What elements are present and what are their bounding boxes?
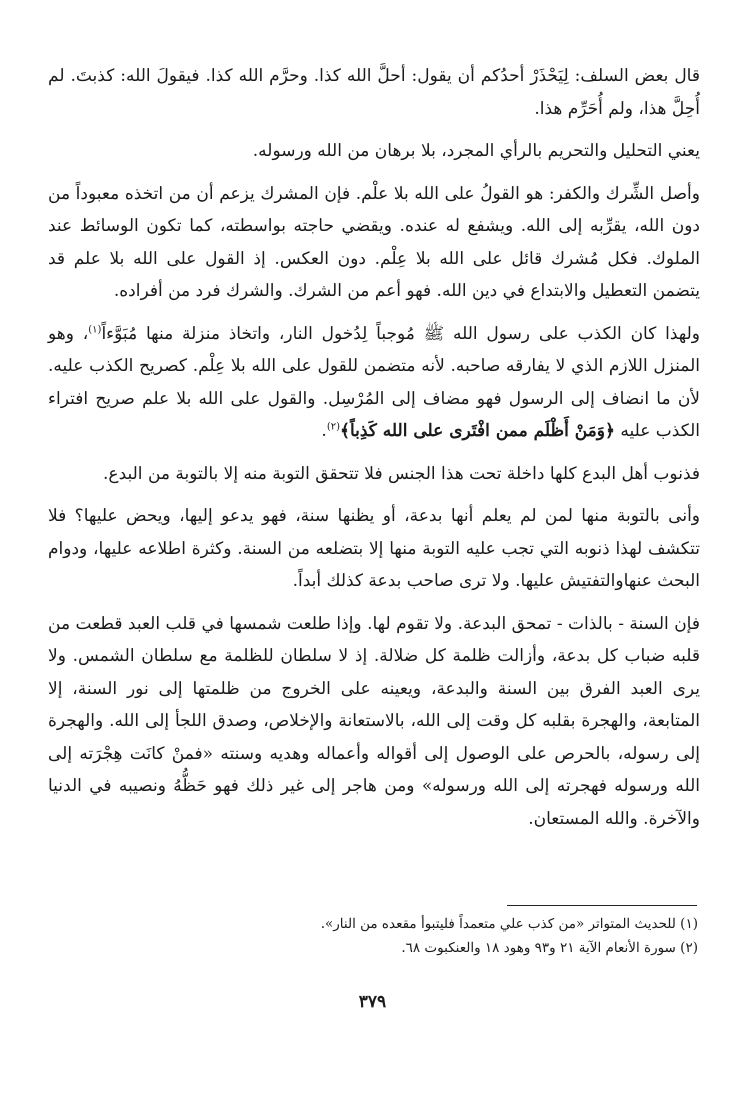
page-number: ٣٧٩ [358,992,387,1012]
paragraph-6-text: وأنى بالتوبة منها لمن لم يعلم أنها بدعة، أو يظنها سنة، فهو يدعو إليها، ويحض عليها؟ فلا تتكشف لهذا ذنوبه التي تجب عليه التوبة منها إلا بتضلعه من السنة. وكثرة اطلاعه عليها، ودوام البحث عنهاوالتفتيش عليها. ولا ترى صاحب بدعة كذلك أبداً. [48,506,700,591]
footnote-2 [48,936,698,960]
paragraph-1-text: قال بعض السلف: لِيَحْذَرْ أحدُكم أن يقول: أحلَّ الله كذا. وحرَّم الله كذا. فيقولَ الله: كذبتَ. لم أُحِلَّ هذا، ولم أُحَرِّم هذا. [48,66,700,119]
paragraph-4 [48,318,700,448]
footnote-ref-2: (٢) [326,421,340,433]
footnote-ref-1: (١) [88,323,102,335]
paragraph-4-text-a: ولهذا كان الكذب على رسول الله ﷺ مُوجباً لِدُخول النار، واتخاذ منزلة منها مُبَوَّءاً [101,323,700,344]
paragraph-4-text-b: ، وهو المنزل اللازم الذي لا يفارقه صاحبه. لأنه متضمن للقول على الله بلا عِلْم. كصريح الكذب عليه. لأن ما انضاف إلى الرسول فهو مضاف إلى المُرْسِل. والقول على الله بلا علم صريح افتراء الكذب عليه [48,323,701,441]
footnote-divider [507,905,697,906]
footnote-2-text: سورة الأنعام الآية ٢١ و٩٣ وهود ١٨ والعنكبوت ٦٨. [401,940,676,956]
hadith-quote: «فمنْ كانَت هِجْرَته إلى الله ورسوله فهجرته إلى الله ورسوله» [48,743,700,796]
quran-verse: ﴿وَمَنْ أَظْلَم ممن افْتَرى على الله كَذِباً﴾ [340,421,615,441]
paragraph-7 [48,608,700,836]
paragraph-6 [48,500,700,598]
paragraph-7-text-a: فإن السنة - بالذات - تمحق البدعة. ولا تقوم لها. وإذا طلعت شمسها في قلب العبد قطعت من قلبه ضباب كل بدعة، وأزالت ظلمة كل ضلالة. إذ لا سلطان للظلمة مع سلطان الشمس. ولا يرى العبد الفرق بين السنة والبدعة، ويعينه على الخروج من ظلمتها إلى نور السنة، إلا المتابعة، والهجرة بقلبه كل وقت إلى الله، بالاستعانة والإخلاص، وصدق اللجأ إلى الله. والهجرة إلى رسوله، بالحرص على الوصول إلى أقواله وأعماله وهديه وسنته [48,613,700,764]
paragraph-5-text: فذنوب أهل البدع كلها داخلة تحت هذا الجنس فلا تتحقق التوبة منه إلا بالتوبة من البدع. [103,463,700,484]
footnote-1 [48,912,698,936]
paragraph-7-text-end: ومن هاجر إلى غير ذلك فهو حَظُّهُ ونصيبه في الدنيا والآخرة. والله المستعان. [48,776,700,829]
paragraph-2 [48,135,700,168]
paragraph-4-text-end: . [321,421,327,441]
footnotes [48,912,698,960]
paragraph-3 [48,178,700,308]
paragraph-1 [48,60,700,125]
paragraph-3-text: وأصل الشِّرك والكفر: هو القولُ على الله بلا علْم. فإن المشرك يزعم أن من اتخذه معبوداً من دون الله، يقرِّبه إلى الله. ويشفع له عنده. ويقضي حاجته بواسطته، كما تكون الوسائط عند الملوك. فكل مُشرك قائل على الله بلا عِلْم. دون العكس. إذ القول على الله بلا علم قد يتضمن التعطيل والابتداع في دين الله. فهو أعم من الشرك. والشرك فرد من أفراده. [48,183,700,301]
footnote-2-number: (٢) [680,940,698,956]
paragraph-2-text: يعني التحليل والتحريم بالرأي المجرد، بلا برهان من الله ورسوله. [252,141,700,161]
footnote-1-text: للحديث المتواتر «من كذب علي متعمداً فليتبوأ مقعده من النار». [320,916,676,932]
main-text [48,60,700,845]
footnote-1-number: (١) [680,916,698,932]
paragraph-5 [48,458,700,491]
